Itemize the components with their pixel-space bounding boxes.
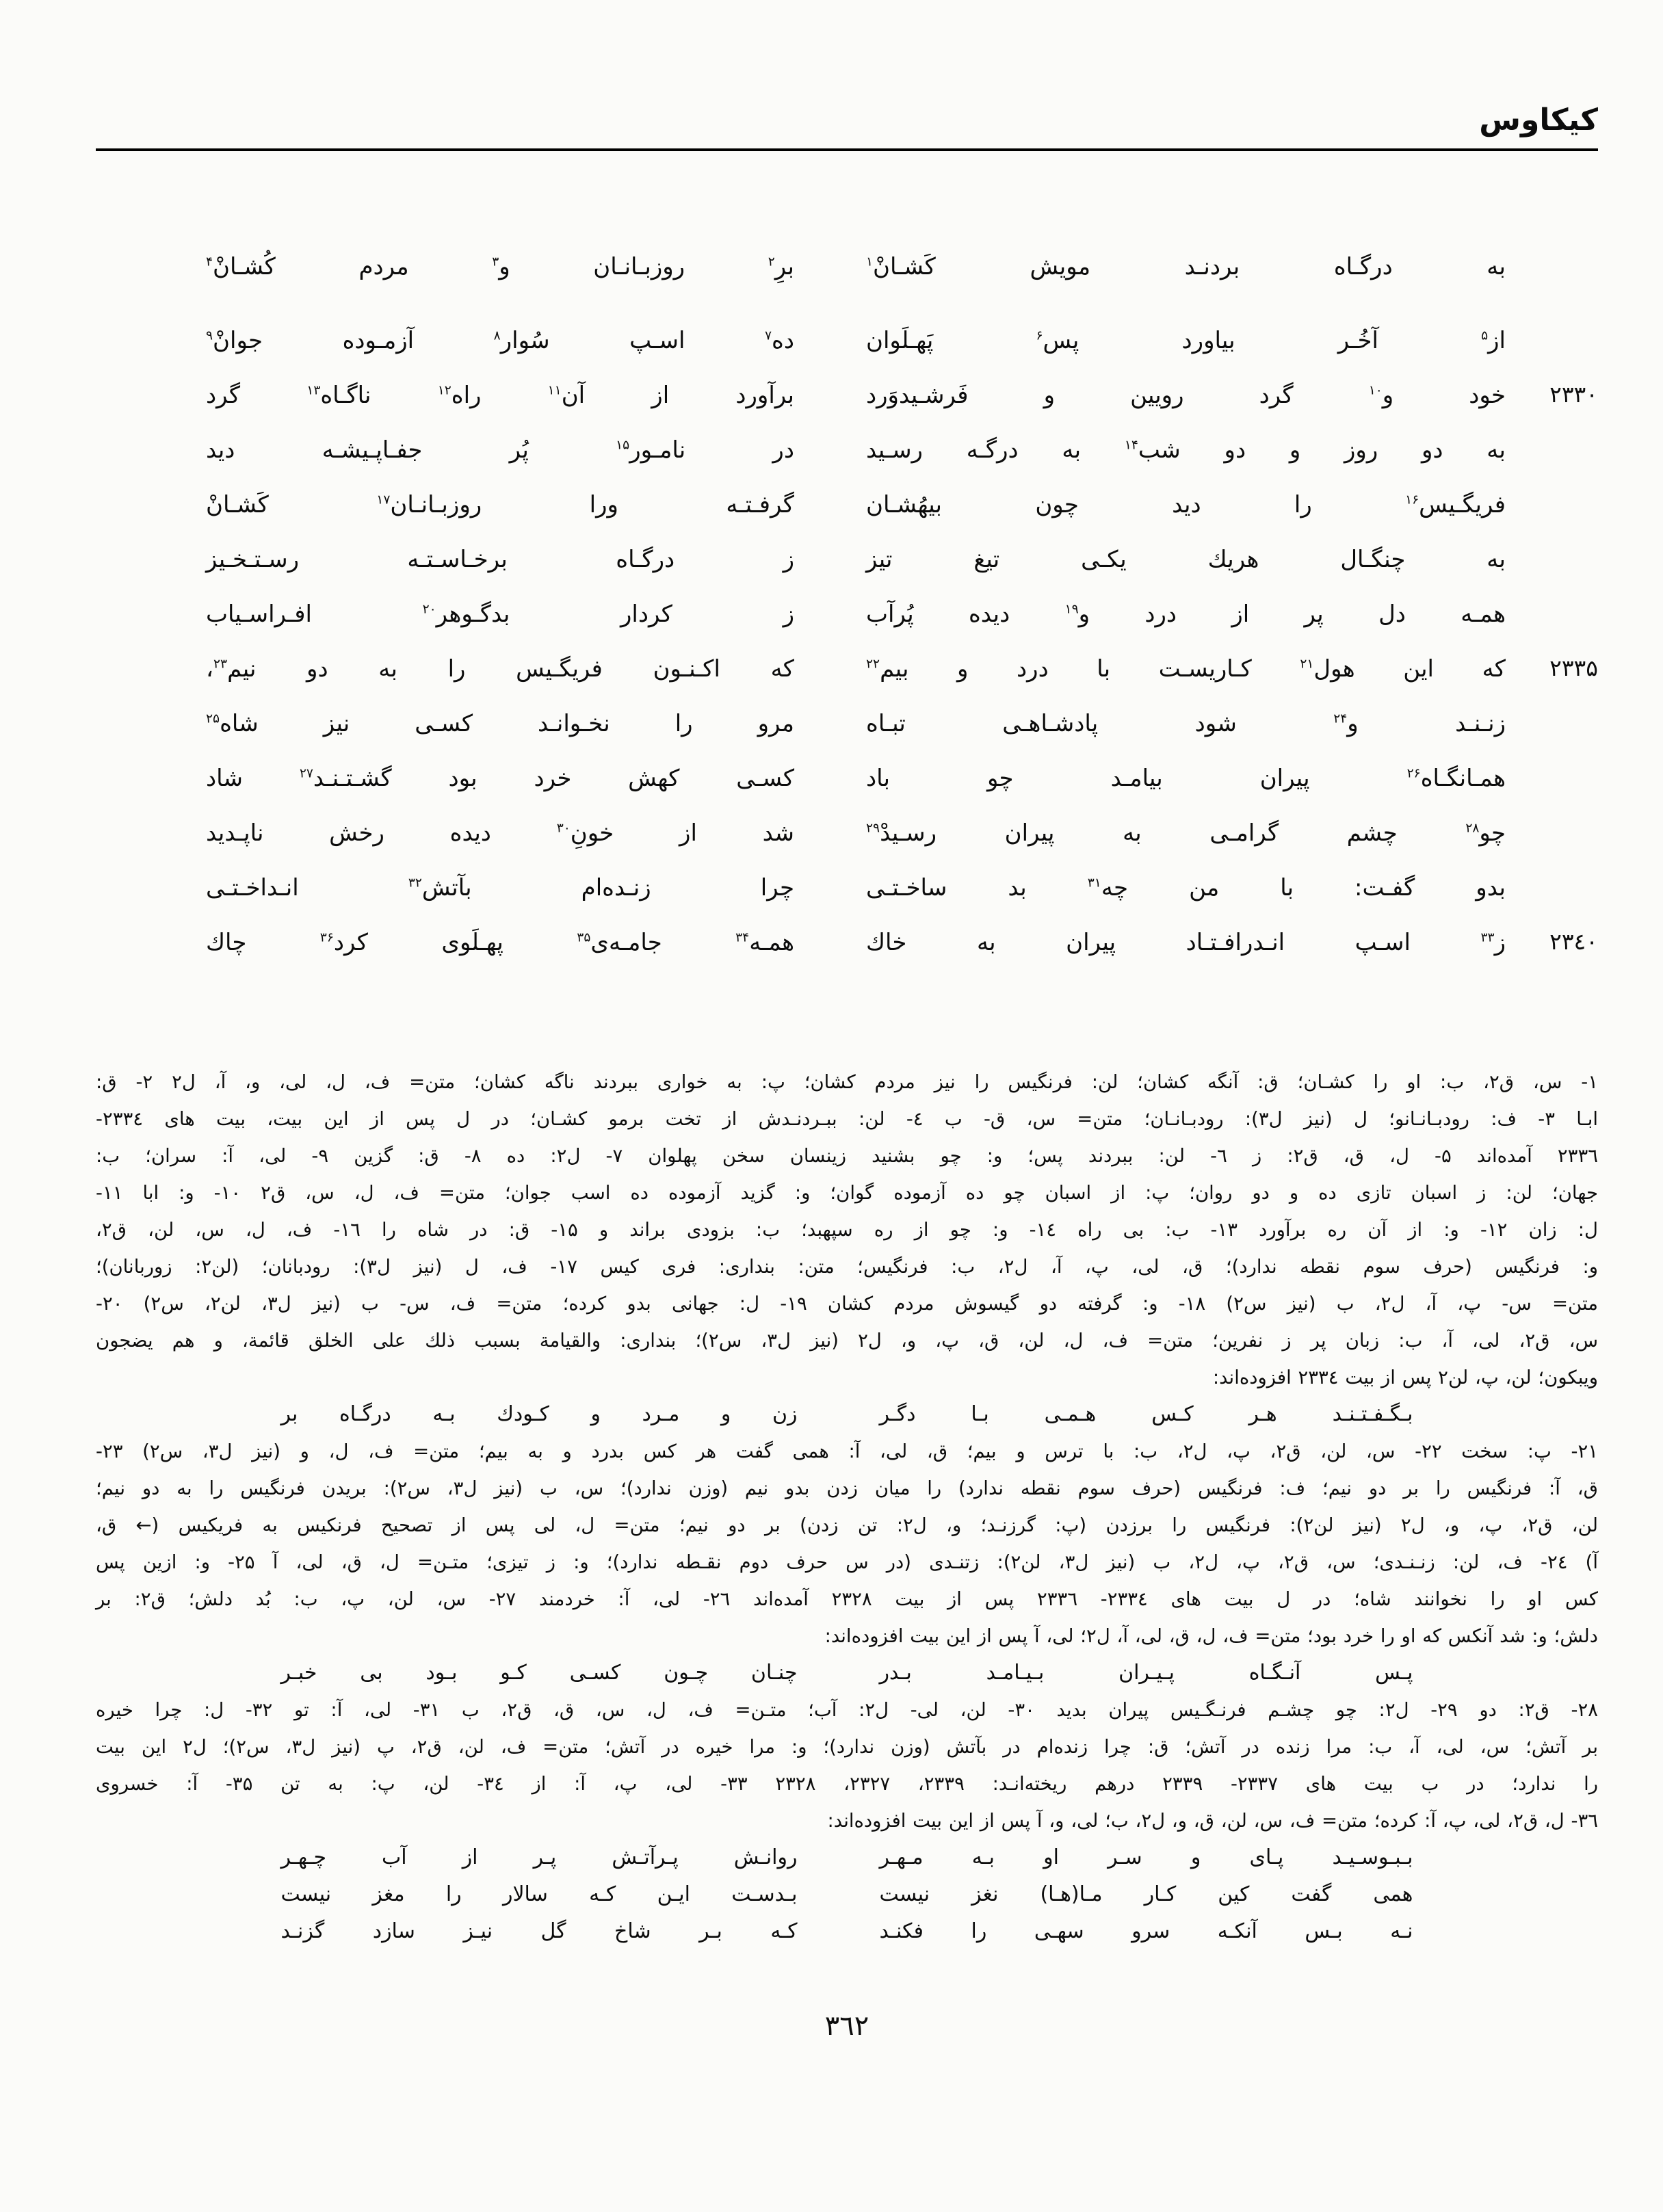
hemistich-left: ده$^۷$ اسـپ سُوار$^۸$ آزمـوده جوانْ$^۹$ — [206, 327, 794, 354]
couplet-row — [96, 490, 1598, 545]
page-number: ٣٦٢ — [824, 2010, 869, 2042]
apparatus-line: لن، ق۲، پ، و، ل۲ (نیز لن۲): فرنگیس را برزدن (پ: گرزنـد؛ و، ل۲: تن زدن) بر دو نیم؛ متن= ل، لی پس از تصحیح فرنکیس به فریکیس (← ق، — [96, 1514, 1598, 1536]
hemistich-left: که اکـنـون فریگـیس را به دو نیم$^{۲۳}$، — [206, 655, 794, 683]
apparatus-verse — [96, 1913, 1598, 1950]
apparatus-verse-right: بـگـفـتـنـد هـر کـس هـمـی بـا دگـر — [879, 1402, 1413, 1426]
hemistich-right: همـانگـاه$^{۲۶}$ پیران بیامـد چو باد — [866, 765, 1506, 792]
hemistich-left: چرا زنـده‌ام بآتش$^{۳۲}$ انـداخـتـی — [206, 874, 794, 901]
hemistich-right: زنـنـد و$^{۲۴}$ شود پادشـاهـی تبـاه — [866, 710, 1506, 737]
apparatus-verse-left: کـه بـر شاخ گل نیـز سازد گزنـد — [280, 1919, 798, 1943]
apparatus-line: آ) ۲٤- ف، لن: زنـنـدی؛ س، ق۲، پ، ل۲، ب (نیز ل۳، لن۲): زتنـدی (در س حرف دوم نقـطه ندارد)؛ و: ز تیزی؛ متـن= ل، ق، لی، آ ۲۵- و: ازین پس — [96, 1551, 1598, 1573]
apparatus-verse-left: روانـش پـرآتـش پـر از آب چـهـر — [280, 1845, 798, 1869]
poem-block — [96, 252, 1598, 983]
couplet-row — [96, 873, 1598, 928]
apparatus-line: ۲۱- پ: سخت ۲۲- س، لن، ق۲، پ، ل۲، ب: با ترس و بیم؛ ق، لی، آ: همی گفت هر کس بدرد و به بیم؛ متن= ف، ل، و (نیز ل۳، س۲) ۲۳- — [96, 1440, 1599, 1462]
hemistich-right: از$^۵$ آخُـر بیاورد پس$^۶$ پَهـلَوان — [866, 327, 1506, 354]
couplet-row — [96, 381, 1598, 436]
hemistich-right: چو$^{۲۸}$ چشم گرامـی به پیران رسـیدْ$^{۲۹}$ — [866, 819, 1506, 847]
hemistich-left: در نامـور$^{۱۵}$ پُر جفـاپـیشـه دید — [206, 436, 794, 464]
apparatus-line: کس او را نخوانند شاه؛ در ل بیت های ۲۳۳٤- ۲۳۳٦ پس از بیت ۲۳۲۸ آمده‌اند ۲٦- لی، آ: خردمند ۲۷- س، لن، پ، ب: بُد دلش؛ ق۲: بر — [96, 1588, 1598, 1610]
apparatus-line: ابـا ۳- ف: رودبـانـانو؛ ل (نیز ل۳): رودبـانـان؛ متن= س، ق- ب ٤- لن: ببـردنـدش از تخت برمو کشـان؛ در ل پس از این بیت، بیت های ۲۳۳٤- — [96, 1108, 1598, 1130]
hemistich-right: به چنگـال هریك یکـی تیغ تیز — [866, 546, 1506, 573]
apparatus-verse-right: بـبـوسـیـد پـای و سـر او بـه مـهـر — [879, 1845, 1413, 1869]
apparatus-verse-left: بـدسـت ایـن کـه سالار را مغز نیست — [280, 1882, 798, 1906]
hemistich-left: گرفـتـه ورا روزبـانـان$^{۱۷}$ کَشـانْ — [206, 491, 794, 518]
couplet-row — [96, 655, 1598, 709]
hemistich-left: مرو را نخـوانـد کسـی نیز شاه$^{۲۵}$ — [206, 710, 794, 737]
apparatus-line: ق، آ: فرنگیس را بر دو نیم؛ ف: فرنگیس (حرف سوم نقطه ندارد) را میان زدن بدو نیم (وزن ندارد)؛ س، ب (نیز ل۳، س۲): بریدن فرنگیس را به دو نیم؛ — [96, 1477, 1598, 1499]
hemistich-left: برِ$^۲$ روزبـانـان و$^۳$ مردم کُشـانْ$^۴$ — [206, 253, 794, 280]
apparatus-line: ۲۳۳٦ آمده‌اند ۵- ل، ق، ق۲: ز ٦- لن: ببردند پس؛ و: چو بشنید زینسان سخن پهلوان ۷- ل۲: ده ۸- ق: گزین ۹- لی، آ: سران؛ ب: — [96, 1145, 1598, 1167]
verse-number: ۲۳٤۰ — [1549, 928, 1598, 955]
apparatus-verse — [96, 1876, 1598, 1913]
couplet-row — [96, 326, 1598, 381]
couplet-row — [96, 928, 1598, 983]
apparatus-line: و: فرنگیس (حرف سوم نقطه ندارد)؛ ق، لی، پ، آ، ل۲، ب: فرنگیس؛ متن: بنداری: فری کیس ۱۷- ف، ل (نیز ل۳): رودبانان؛ (لن۲: زوربانان)؛ — [96, 1256, 1599, 1278]
couplet-row — [96, 545, 1598, 600]
hemistich-right: بدو گفـت: با من چه$^{۳۱}$ بد ساخـتـی — [866, 874, 1506, 901]
header-rule — [96, 148, 1598, 151]
hemistich-right: خود و$^{۱۰}$ گرد رویین و فَرشـیدوَرد — [866, 382, 1506, 409]
apparatus-line: بر آتش؛ س، لی، آ، ب: مرا زنده در آتش؛ ق: چرا زنده‌ام در بآتش (وزن ندارد)؛ و: مرا خیره در آتش؛ متن= ف، لن، ق۲، پ (نیز ل۳، س۲)؛ ل۲ این بیت — [96, 1736, 1599, 1758]
apparatus-verse — [96, 1396, 1598, 1433]
apparatus-line: ۲۸- ق۲: دو ۲۹- ل۲: چو چشـم فرنـگـیس پیران بدید ۳۰- لن، لی- ل۲: آب؛ متـن= ف، ل، س، ق، ق۲، ب ۳۱- لی، آ: تو ۳۲- ل: چرا خیره — [96, 1699, 1598, 1721]
apparatus-line: جهان؛ لن: ز اسبان تازی ده و دو روان؛ پ: از اسبان چو ده آزموده گوان؛ و: گزید آزموده ده اسب جوان؛ متن= ف، ل، س، ق۲ ۱۰- و: ابا ۱۱- — [96, 1182, 1598, 1204]
hemistich-left: همـه$^{۳۴}$ جامـه‌ی$^{۳۵}$ پهـلَوی کرد$^{۳۶}$ چاك — [206, 929, 794, 956]
couplet-row — [96, 600, 1598, 655]
hemistich-left: کسـی کهش خرد بود گشـتـنـد$^{۲۷}$ شاد — [206, 765, 795, 792]
couplet-row — [96, 436, 1598, 490]
apparatus-verse-left: زن و مـرد و کـودك بـه درگـاه بر — [280, 1402, 798, 1426]
hemistich-left: ز درگـاه برخـاسـتـه رسـتـخـیز — [206, 546, 794, 573]
hemistich-right: به درگـاه بردنـد مویش کَشـانْ$^۱$ — [866, 253, 1506, 280]
hemistich-left: شد از خونِ$^{۳۰}$ دیده رخش ناپـدید — [206, 819, 795, 847]
chapter-title: کیکاوس — [1479, 103, 1598, 137]
apparatus-verse-left: چنـان چـون کسـی کـو بـود بی خبـر — [280, 1661, 798, 1685]
couplet-row — [96, 819, 1598, 873]
apparatus-verse-right: پـس آنـگـاه پـیـران بـیـامـد بـدر — [879, 1661, 1413, 1685]
couplet-row — [96, 252, 1598, 307]
apparatus-line: متن= س- پ، آ، ل۲، ب (نیز س۲) ۱۸- و: گرفته دو گیسوش مردم کشان ۱۹- ل: جهانی بدو کرده؛ متن= ف، س- ب (نیز ل۳، لن۲، س۲) ۲۰- — [96, 1293, 1598, 1315]
apparatus-line: ل: زان ۱۲- و: از آن ره برآورد ۱۳- ب: بی راه ۱٤- و: چو از ره سپهبد؛ ب: بزودی براند و ۱۵- ق: در شاه را ۱٦- ف، ل، س، لن، ق۲، — [96, 1219, 1598, 1241]
apparatus-line: ویبکون؛ لن، پ، لن۲ پس از بیت ۲۳۳٤ افزوده‌اند: — [1212, 1367, 1598, 1388]
hemistich-right: فریگـیس$^{۱۶}$ را دید چون بیهُشـان — [866, 491, 1506, 518]
apparatus-line: را ندارد؛ در ب بیت های ۲۳۳۷- ۲۳۳۹ درهم ریخته‌انـد: ۲۳۳۹، ۲۳۲۷، ۲۳۲۸ ۳۳- لی، پ، آ: از ۳٤- لن، پ: به تن ۳۵- آ: خسروی — [96, 1773, 1599, 1795]
apparatus-verse — [96, 1839, 1598, 1876]
hemistich-right: ز$^{۳۳}$ اسـپ انـدرافـتـاد پیران به خاك — [866, 929, 1506, 956]
couplet-row — [96, 709, 1598, 764]
apparatus-line: س، ق۲، لی، آ، ب: زبان پر ز نفرین؛ متن= ف، ل، لن، ق، پ، و، ل۲ (نیز ل۳، س۲)؛ بنداری: والقیامة بسبب ذلك علی الخلق قائمة، و هم یضجون — [96, 1330, 1599, 1352]
hemistich-left: ز کردار بدگـوهر$^{۲۰}$ افـراسـیاب — [206, 601, 794, 628]
apparatus-verse-right: همی گفت کین کـار مـا(هـا) نغز نیست — [879, 1882, 1413, 1906]
verse-number: ۲۳۳۰ — [1549, 381, 1598, 408]
apparatus-line: ۱- س، ق۲، ب: او را کشـان؛ ق: آنگه کشان؛ لن: فرنگیس را نیز مردم کشان؛ پ: به خواری ببردند ناگه کشان؛ متن= ف، ل، لی، و، آ، ل۲ ۲- ق: — [96, 1071, 1598, 1093]
verse-number: ۲۳۳۵ — [1549, 655, 1598, 681]
apparatus-line: ۳٦- ل، ق۲، لی، پ، آ: کرده؛ متن= ف، س، لن، ق، و، ل۲، ب؛ لی، و، آ پس از این بیت افزوده‌اند: — [827, 1810, 1598, 1832]
apparatus-line: دلش؛ و: شد آنکس که او را خرد بود؛ متن= ف، ل، ق، لی، آ، ل۲؛ لی، آ پس از این بیت افزوده‌اند: — [824, 1625, 1598, 1647]
hemistich-right: که این هول$^{۲۱}$ کـاریسـت با درد و بیم$^{۲۲}$ — [866, 655, 1506, 683]
apparatus-verse — [96, 1655, 1598, 1691]
couplet-row — [96, 764, 1598, 819]
hemistich-right: به دو روز و دو شب$^{۱۴}$ به درگـه رسـید — [866, 436, 1506, 464]
critical-apparatus — [96, 1064, 1598, 1950]
hemistich-left: برآورد از آن$^{۱۱}$ راه$^{۱۲}$ ناگـاه$^{۱۳}$ گرد — [206, 382, 794, 409]
apparatus-verse-right: نـه بـس آنکـه سرو سهـی را فکنـد — [879, 1919, 1413, 1943]
hemistich-right: همـه دل پر از درد و$^{۱۹}$ دیده پُرآب — [866, 601, 1506, 628]
